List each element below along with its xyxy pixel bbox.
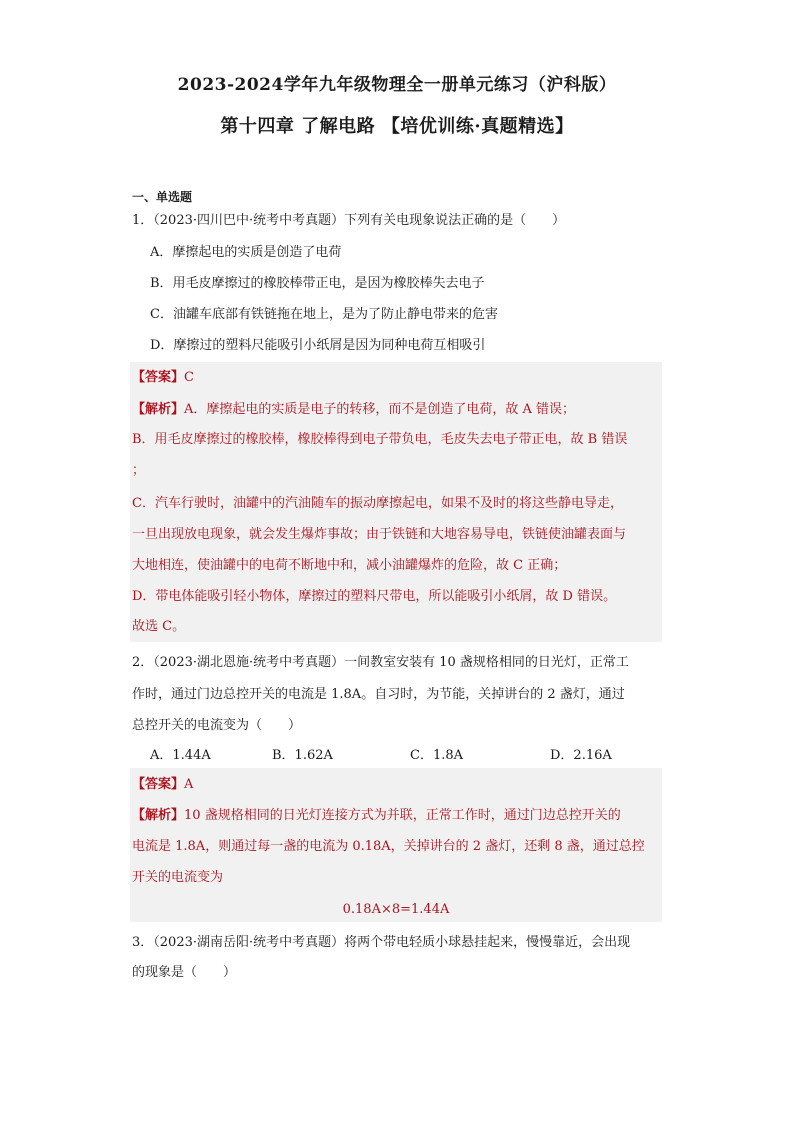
question-2-option-d: D．2.16A — [550, 748, 612, 763]
question-2-option-c: C．1.8A — [410, 748, 464, 763]
question-2-analysis-line-3: 开关的电流变为 — [132, 870, 224, 885]
analysis-label: 【解析】 — [132, 808, 185, 823]
question-1-analysis-line-1: 【解析】A．摩擦起电的实质是电子的转移，而不是创造了电荷，故 A 错误； — [132, 402, 576, 417]
question-1-analysis-line-7: D．带电体能吸引轻小物体，摩擦过的塑料尺带电，所以能吸引小纸屑，故 D 错误。 — [132, 589, 617, 604]
question-1-option-d: D．摩擦过的塑料尺能吸引小纸屑是因为同种电荷互相吸引 — [150, 338, 486, 353]
section-heading: 一、单选题 — [132, 190, 193, 204]
question-1-analysis-line-2: B．用毛皮摩擦过的橡胶棒，橡胶棒得到电子带负电，毛皮失去电子带正电，故 B 错误 — [132, 432, 628, 447]
question-1-analysis-line-3: ； — [132, 463, 146, 478]
question-1-stem: 1．（2023·四川巴中·统考中考真题）下列有关电现象说法正确的是（ ） — [132, 213, 566, 228]
question-1-option-c: C．油罐车底部有铁链拖在地上，是为了防止静电带来的危害 — [150, 307, 498, 322]
question-2-stem-line-2: 作时，通过门边总控开关的电流是 1.8A。自习时，为节能，关掉讲台的 2 盏灯，通过 — [132, 687, 625, 702]
question-1-analysis-line-6: 大地相连，使油罐中的电荷不断地中和，减小油罐爆炸的危险，故 C 正确； — [132, 558, 567, 573]
question-1-analysis-line-4: C．汽车行驶时，油罐中的汽油随车的振动摩擦起电，如果不及时的将这些静电导走， — [132, 496, 623, 511]
question-1-option-a: A．摩擦起电的实质是创造了电荷 — [150, 245, 342, 260]
question-2-option-b: B．1.62A — [272, 748, 333, 763]
question-2-stem-line-1: 2．（2023·湖北恩施·统考中考真题）一间教室安装有 10 盏规格相同的日光灯，正常工 — [132, 655, 629, 670]
answer-label: 【答案】 — [132, 777, 185, 792]
answer-value: A — [184, 777, 194, 792]
question-1-analysis-line-5: 一旦出现放电现象，就会发生爆炸事故；由于铁链和大地容易导电，铁链使油罐表面与 — [132, 527, 627, 542]
question-3-stem-line-1: 3．（2023·湖南岳阳·统考中考真题）将两个带电轻质小球悬挂起来，慢慢靠近，会出现 — [132, 935, 631, 950]
answer-value: C — [184, 370, 194, 385]
question-1-answer — [132, 368, 194, 388]
document-title: 2023-2024学年九年级物理全一册单元练习（沪科版） — [177, 75, 617, 95]
analysis-label: 【解析】 — [132, 402, 185, 417]
answer-label: 【答案】 — [132, 370, 185, 385]
question-2-answer — [132, 775, 193, 795]
question-2-formula: 0.18A×8=1.44A — [342, 902, 450, 917]
chapter-title: 第十四章 了解电路 【培优训练·真题精选】 — [220, 116, 574, 137]
question-2-analysis-line-1: 【解析】10 盏规格相同的日光灯连接方式为并联，正常工作时，通过门边总控开关的 — [132, 808, 621, 823]
question-2-stem-line-3: 总控开关的电流变为（ ） — [132, 718, 302, 733]
question-1-option-b: B．用毛皮摩擦过的橡胶棒带正电，是因为橡胶棒失去电子 — [150, 276, 485, 291]
question-1-analysis-line-8: 故选 C。 — [132, 619, 186, 634]
question-2-analysis-line-2: 电流是 1.8A，则通过每一盏的电流为 0.18A，关掉讲台的 2 盏灯，还剩 8 盏，通过总控 — [132, 839, 645, 854]
question-3-stem-line-2: 的现象是（ ） — [132, 965, 237, 980]
question-2-option-a: A．1.44A — [150, 748, 211, 763]
